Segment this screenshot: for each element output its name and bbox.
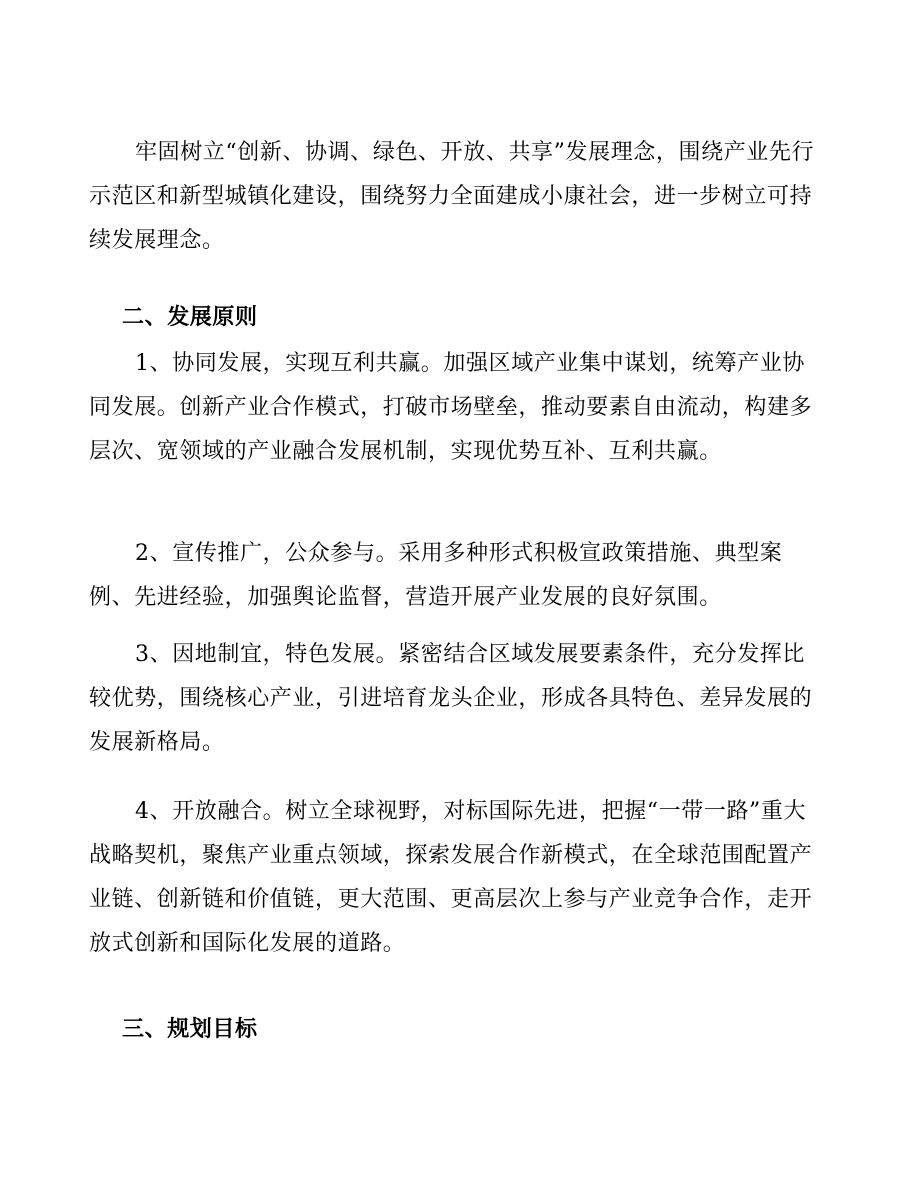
intro-paragraph: 牢固树立“创新、协调、绿色、开放、共享”发展理念，围绕产业先行示范区和新型城镇化建设，围绕努力全面建成小康社会，进一步树立可持续发展理念。	[89, 140, 815, 253]
section-heading-development-principles: 二、发展原则	[122, 305, 258, 330]
principle-4-paragraph: 4、开放融合。树立全球视野，对标国际先进，把握“一带一路”重大战略契机，聚焦产业重点领域，探索发展合作新模式，在全球范围配置产业链、创新链和价值链，更大范围、更高层次上参与产业竞争合作，走开放式创新和国际化发展的道路。	[89, 799, 813, 956]
principle-3-paragraph: 3、因地制宜，特色发展。紧密结合区域发展要素条件，充分发挥比较优势，围绕核心产业，引进培育龙头企业，形成各具特色、差异发展的发展新格局。	[89, 642, 813, 755]
section-heading-planning-goals: 三、规划目标	[122, 1017, 258, 1042]
principle-1-paragraph: 1、协同发展，实现互利共赢。加强区域产业集中谋划，统筹产业协同发展。创新产业合作模式，打破市场壁垒，推动要素自由流动，构建多层次、宽领域的产业融合发展机制，实现优势互补、互利共赢。	[89, 351, 813, 464]
principle-2-paragraph: 2、宣传推广，公众参与。采用多种形式积极宣政策措施、典型案例、先进经验，加强舆论监督，营造开展产业发展的良好氛围。	[89, 541, 783, 610]
